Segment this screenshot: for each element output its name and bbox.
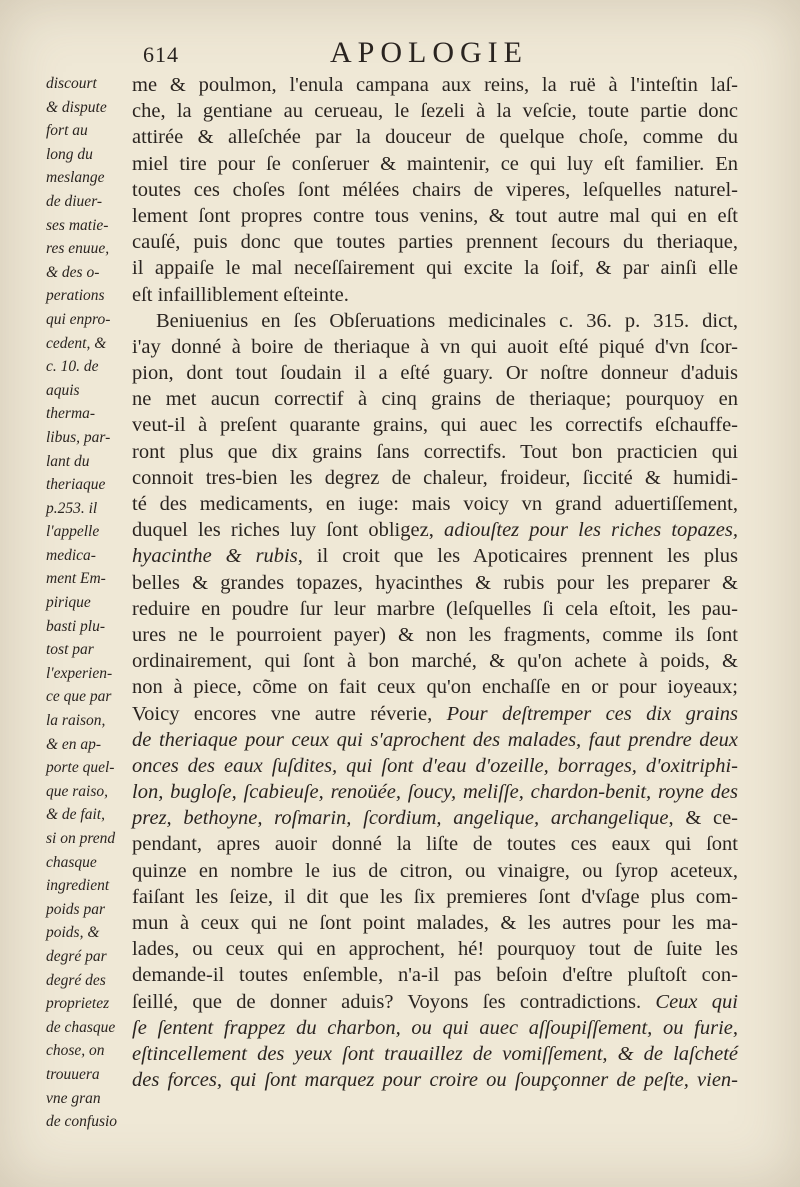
text-line — [132, 622, 738, 648]
roman-text: ne met aucun correctif à cinq grains de theriaque; pourquoy en — [132, 388, 738, 411]
roman-text: reduire en poudre ſur leur marbre (leſquelles ſi cela eſtoit, les pau- — [132, 597, 738, 620]
text-line — [132, 570, 738, 596]
roman-text: connoit tres-bien les degrez de chaleur, froideur, ſiccité & humidi- — [132, 466, 738, 489]
margin-note-line: theriaque — [46, 476, 106, 494]
text-line — [132, 412, 738, 438]
margin-note-line: & de fait, — [46, 806, 105, 824]
margin-note-line: poids par — [46, 900, 105, 918]
roman-text: pendant, apres auoir donné la liſte de toutes ces eaux qui ſont — [132, 833, 738, 856]
roman-text: Beniuenius en ſes Obſeruations medicinales c. 36. p. 315. dict, — [156, 309, 738, 332]
italic-text: adiouſtez pour les riches topazes, — [443, 519, 738, 542]
italic-text: ſe ſentent frappez du charbon, ou qui auec aſſoupiſſement, ou furie, — [132, 1016, 738, 1039]
margin-note-line: aquis — [46, 381, 80, 399]
italic-text: lon, bugloſe, ſcabieuſe, renoüée, ſoucy, meliſſe, chardon-benit, royne des — [132, 781, 738, 804]
margin-note-line: ce que par — [46, 688, 112, 706]
margin-note-line: c. 10. de — [46, 358, 99, 376]
text-line — [132, 884, 738, 910]
roman-text: lades, ou ceux qui en approchent, hé! pourquoy tout de ſuite les — [132, 938, 738, 961]
text-line — [132, 282, 738, 308]
margin-note-line: trouuera — [46, 1065, 100, 1083]
roman-text: , il croit que les Apoticaires prennent les plus — [297, 545, 738, 568]
text-line — [132, 989, 738, 1015]
margin-note-line: cedent, & — [46, 334, 107, 352]
margin-note-line: l'experien- — [46, 664, 113, 682]
page-header — [0, 30, 800, 70]
italic-text: des forces, qui ſont marquez pour croire ou ſoupçonner de peſte, vien- — [132, 1069, 738, 1092]
text-line — [132, 1015, 738, 1041]
margin-note-line: qui enpro- — [46, 310, 111, 328]
margin-notes — [46, 72, 136, 1134]
italic-text: de theriaque pour ceux qui s'aprochent des malades, faut prendre deux — [132, 728, 738, 751]
roman-text: attirée & alleſchée par la douceur de quelque choſe, comme du — [132, 126, 738, 149]
margin-note-line: perations — [46, 287, 105, 305]
margin-note-line: medica- — [46, 546, 96, 564]
text-line — [132, 491, 738, 517]
text-line — [132, 779, 738, 805]
roman-text: non à piece, cõme on fait ceux qu'on enchaſſe en or pour ioyeaux; — [132, 676, 738, 699]
margin-note-line: ingredient — [46, 877, 110, 895]
roman-text: Voicy encores vne autre réverie, — [132, 702, 447, 725]
text-line — [132, 124, 738, 150]
margin-note-line: p.253. il — [46, 499, 98, 517]
roman-text: eſt infailliblement eſteinte. — [132, 283, 349, 306]
margin-note-line: de confusio — [46, 1113, 118, 1131]
roman-text: belles & grandes topazes, hyacinthes & rubis pour les preparer & — [132, 571, 738, 594]
margin-note-line: meslange — [46, 169, 105, 187]
margin-note-line: vne gran — [46, 1089, 101, 1107]
italic-text: hyacinthe & rubis — [132, 545, 298, 568]
roman-text: toutes ces choſes ſont mélées chairs de viperes, leſquelles naturel- — [132, 178, 738, 201]
text-line — [132, 308, 738, 334]
margin-note-line: chose, on — [46, 1042, 105, 1060]
text-line — [132, 177, 738, 203]
roman-text: che, la gentiane au cerueau, le ſezeli à la veſcie, toute partie donc — [132, 100, 738, 123]
roman-text: té des medicaments, en iuge: mais voicy vn grand aduertiſſement, — [132, 493, 738, 515]
margin-note-line: tost par — [46, 641, 94, 659]
margin-note-line: que raiso, — [46, 782, 108, 800]
margin-note-line: porte quel- — [46, 759, 115, 777]
italic-text: Ceux qui — [655, 990, 738, 1013]
roman-text: ures ne le pourroient payer) & non les fragments, comme ils ſont — [132, 623, 738, 646]
text-line — [132, 910, 738, 936]
margin-note-line: de chasque — [46, 1018, 116, 1036]
margin-note-line: proprietez — [46, 995, 110, 1013]
text-line — [132, 517, 738, 543]
margin-note-line: lant du — [46, 452, 90, 470]
margin-note-line: therma- — [46, 405, 96, 423]
text-line — [132, 648, 738, 674]
margin-note-line: degré des — [46, 971, 106, 989]
italic-text: onces des eaux ſuſdites, qui ſont d'eau d'ozeille, borrages, d'oxitriphi- — [132, 754, 738, 777]
text-line — [132, 858, 738, 884]
text-line — [132, 805, 738, 831]
roman-text: duquel les riches luy ſont obligez, — [132, 519, 444, 542]
text-line — [132, 360, 738, 386]
margin-note-line: l'appelle — [46, 523, 100, 541]
text-line — [132, 753, 738, 779]
text-line — [132, 596, 738, 622]
margin-note-line: & dispute — [46, 98, 107, 116]
roman-text: faiſant les ſeize, il dit que les ſix premieres ſont d'vſage plus com- — [132, 885, 738, 908]
margin-note-line: ses matie- — [46, 216, 109, 234]
roman-text: ront plus que dix grains ſans correctifs. Tout bon practicien qui — [132, 440, 738, 463]
text-line — [132, 1067, 738, 1093]
text-line — [132, 151, 738, 177]
roman-text: pion, dont tout ſoudain il a eſté guary. Or noſtre donneur d'aduis — [132, 362, 738, 385]
text-line — [132, 543, 738, 569]
text-line — [132, 1041, 738, 1067]
margin-note-line: poids, & — [46, 924, 100, 942]
italic-text: Pour deſtremper ces dix grains — [446, 702, 738, 725]
text-line — [132, 439, 738, 465]
margin-note-line: & en ap- — [46, 735, 102, 753]
italic-text: prez, bethoyne, roſmarin, ſcordium, angelique, archangelique — [132, 807, 669, 830]
roman-text: demande-il toutes enſemble, n'a-il pas beſoin d'eſtre pluſtoſt con- — [132, 964, 738, 987]
text-line — [132, 386, 738, 412]
text-line — [132, 334, 738, 360]
margin-note-line: discourt — [46, 75, 97, 92]
running-title: APOLOGIE — [330, 36, 528, 69]
roman-text: veut-il à preſent quarante grains, qui auec les correctifs eſchauffe- — [132, 414, 738, 437]
text-line — [132, 255, 738, 281]
margin-note-line: pirique — [46, 594, 91, 612]
margin-note-line: fort au — [46, 122, 88, 140]
margin-note-line: libus, par- — [46, 428, 111, 446]
roman-text: ordinairement, qui ſont à bon marché, & qu'on achete à poids, & — [132, 650, 738, 673]
italic-text: eſtincellement des yeux ſont trauaillez de vomiſſement, & de laſcheté — [132, 1042, 738, 1065]
margin-note-line: & des o- — [46, 263, 100, 281]
margin-note-line: de diuer- — [46, 192, 103, 210]
roman-text: i'ay donné à boire de theriaque à vn qui auoit eſté piqué d'vn ſcor- — [132, 335, 738, 358]
text-line — [132, 72, 738, 98]
page-number: 614 — [143, 42, 179, 67]
text-line — [132, 962, 738, 988]
roman-text: il appaiſe le mal neceſſairement qui excite la ſoif, & par ainſi elle — [132, 257, 738, 280]
margin-note-line: chasque — [46, 853, 97, 871]
roman-text: me & poulmon, l'enula campana aux reins, la ruë à l'inteſtin laſ- — [132, 74, 738, 96]
text-line — [132, 727, 738, 753]
margin-note-line: basti plu- — [46, 617, 105, 635]
margin-note-line: la raison, — [46, 712, 106, 730]
roman-text: mun à ceux qui ne ſont point malades, & les autres pour les ma- — [132, 912, 738, 934]
roman-text: miel tire pour ſe conſeruer & maintenir, ce qui luy eſt familier. En — [132, 152, 738, 175]
margin-note-line: si on prend — [46, 830, 116, 847]
body-text — [132, 72, 738, 1093]
margin-note-line: res enuue, — [46, 240, 110, 258]
text-line — [132, 936, 738, 962]
text-line — [132, 465, 738, 491]
margin-note-line: long du — [46, 145, 93, 163]
margin-note-line: degré par — [46, 947, 107, 965]
margin-note-line: ment Em- — [46, 570, 106, 588]
roman-text: quinze en nombre le ius de citron, ou vinaigre, ou ſyrop aceteux, — [132, 859, 738, 882]
roman-text: lement ſont propres contre tous venins, & tout autre mal qui en eſt — [132, 204, 738, 227]
text-line — [132, 674, 738, 700]
text-line — [132, 98, 738, 124]
text-line — [132, 229, 738, 255]
roman-text: , & ce- — [668, 807, 738, 830]
text-line — [132, 831, 738, 857]
text-line — [132, 701, 738, 727]
roman-text: ſeillé, que de donner aduis? Voyons ſes contradictions. — [132, 990, 656, 1013]
text-line — [132, 203, 738, 229]
roman-text: cauſé, puis donc que toutes parties prennent ſecours du theriaque, — [132, 231, 738, 254]
